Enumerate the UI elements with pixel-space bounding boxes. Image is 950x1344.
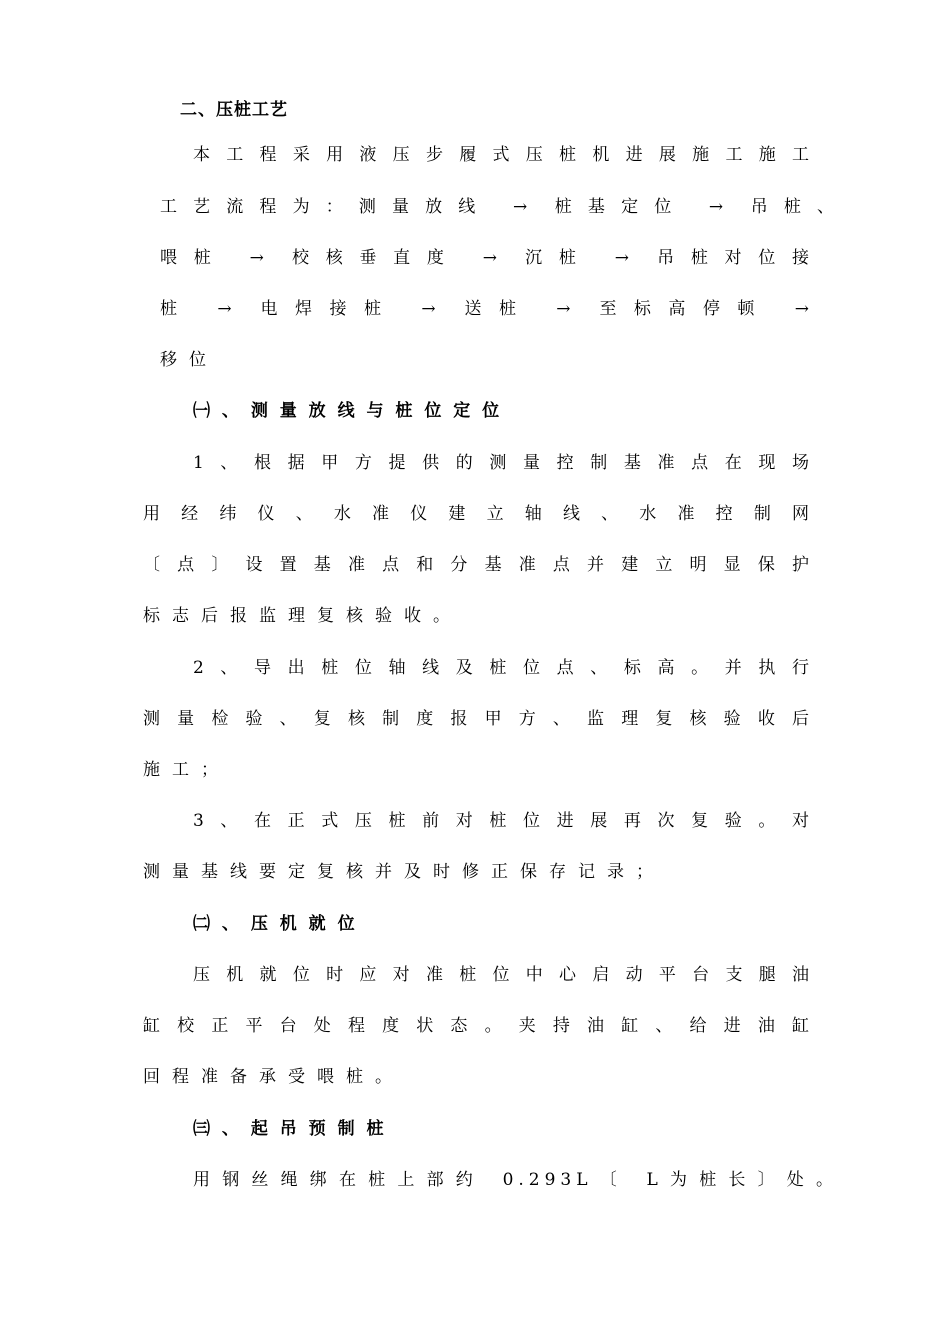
sub1-p1-line-2: 用经纬仪、水准仪建立轴线、水准控制网: [143, 504, 815, 524]
sub2-p1-line-2: 缸校正平台处程度状态。夹持油缸、给进油缸: [143, 1016, 815, 1036]
intro-line-5: 移位: [160, 350, 218, 370]
sub1-p1-line-1: 1、根据甲方提供的测量控制基准点在现场: [193, 453, 815, 473]
sub1-p1-line-4: 标志后报监理复核验收。: [143, 606, 462, 626]
sub2-p1-line-1: 压机就位时应对准桩位中心启动平台支腿油: [193, 965, 815, 985]
subsection-3-heading: ㈢ 、 起 吊 预 制 桩: [193, 1119, 387, 1139]
sub1-p2-line-3: 施工；: [143, 760, 230, 780]
subsection-2-heading: ㈡ 、 压 机 就 位: [193, 914, 358, 934]
intro-line-3: 喂桩 → 校核垂直度 → 沉桩 → 吊桩对位接: [160, 248, 815, 268]
sub3-p1-line-1: 用钢丝绳绑在桩上部约 0.293L〔 L为桩长〕处。: [193, 1170, 838, 1190]
sub1-p3-line-2: 测量基线要定复核并及时修正保存记录；: [143, 862, 665, 882]
sub1-p2-line-2: 测量检验、复核制度报甲方、监理复核验收后: [143, 709, 815, 729]
sub1-p2-line-1: 2、导出桩位轴线及桩位点、标高。并执行: [193, 658, 815, 678]
sub1-p3-line-1: 3、在正式压桩前对桩位进展再次复验。对: [193, 811, 815, 831]
section-title: 二、压桩工艺: [180, 100, 288, 120]
subsection-1-heading: ㈠ 、 测 量 放 线 与 桩 位 定 位: [193, 401, 503, 421]
sub1-p1-line-3: 〔点〕设置基准点和分基准点并建立明显保护: [143, 555, 815, 575]
intro-line-2: 工艺流程为：测量放线 → 桩基定位 → 吊桩、: [160, 197, 840, 217]
sub2-p1-line-3: 回程准备承受喂桩。: [143, 1067, 404, 1087]
intro-line-1: 本工程采用液压步履式压桩机进展施工施工: [193, 145, 815, 165]
intro-line-4: 桩 → 电焊接桩 → 送桩 → 至标高停顿 →: [160, 299, 815, 319]
